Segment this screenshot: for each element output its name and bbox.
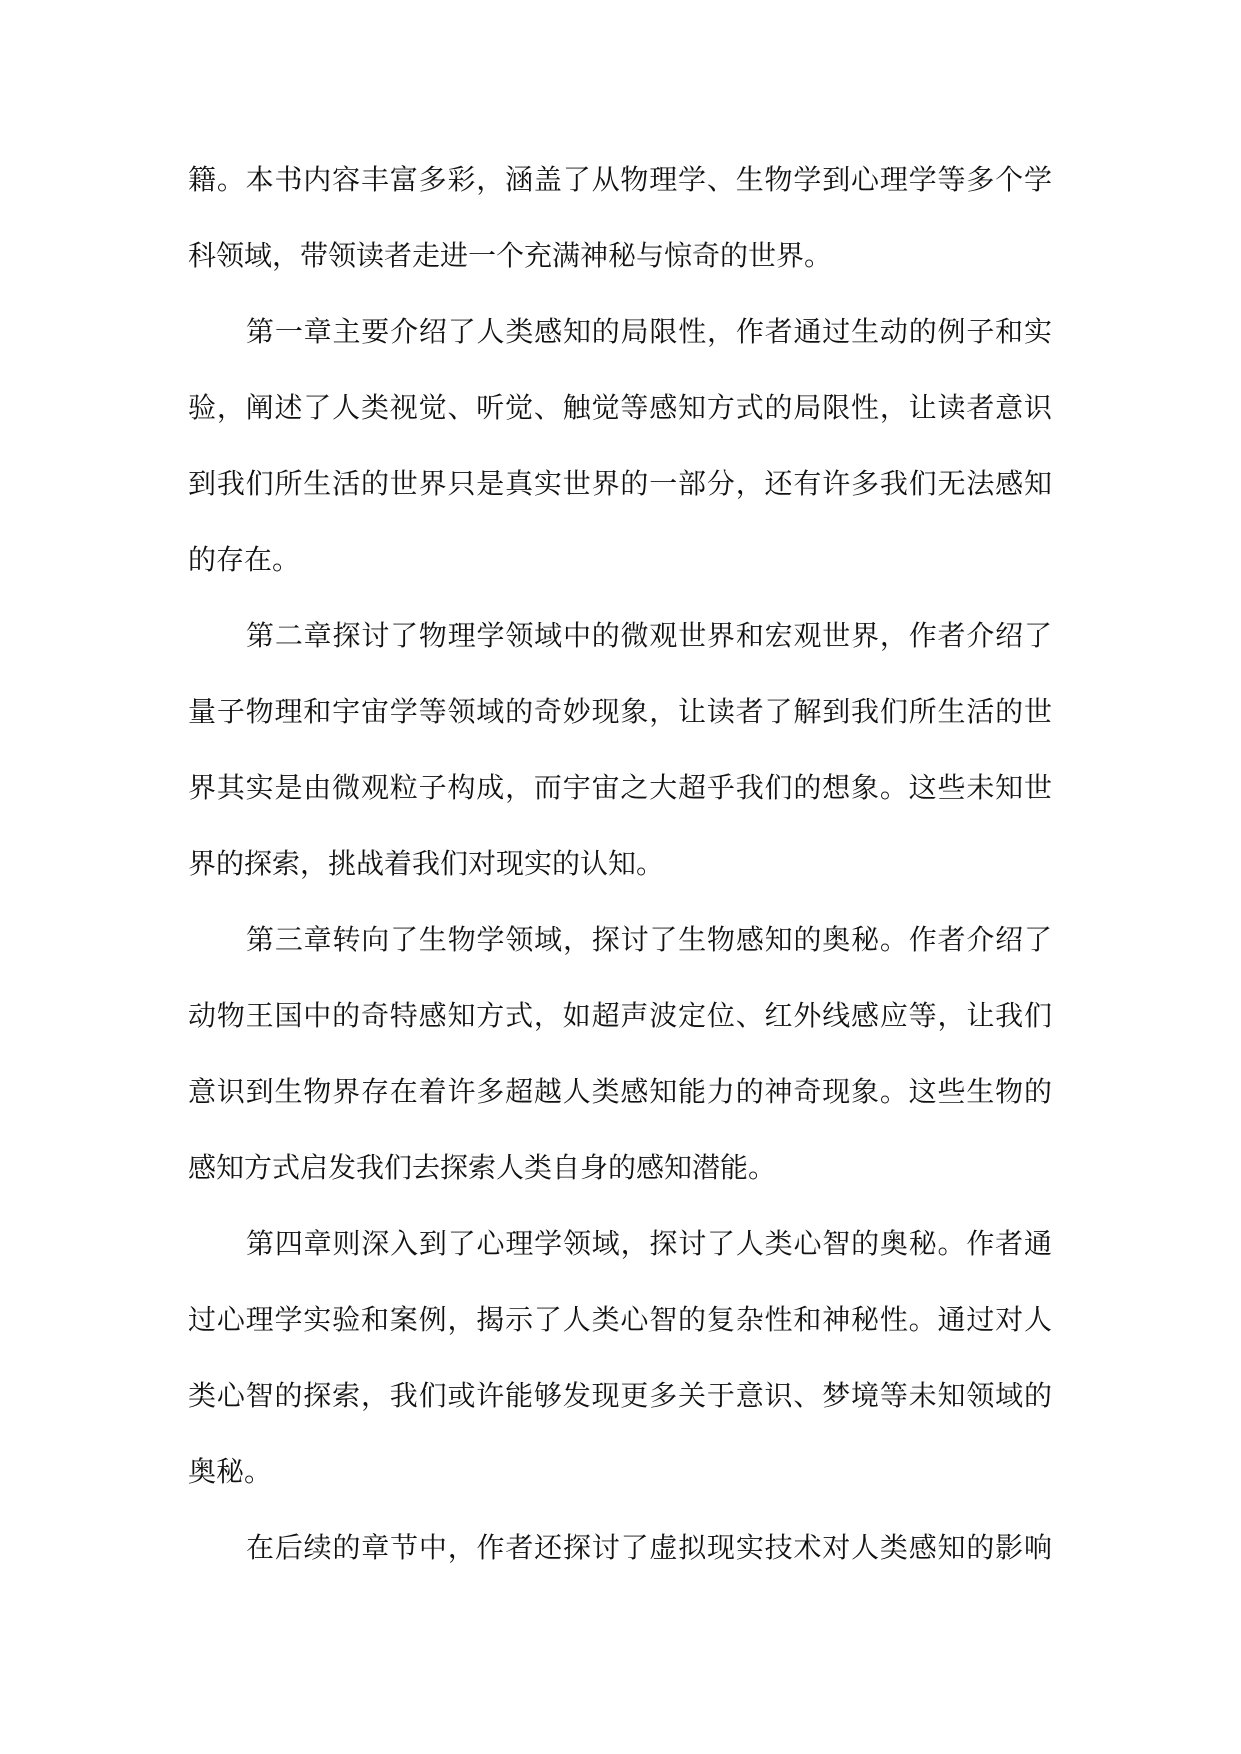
text-line: 动物王国中的奇特感知方式，如超声波定位、红外线感应等，让我们: [188, 999, 1052, 1032]
paragraph-start-line: 第三章转向了生物学领域，探讨了生物感知的奥秘。作者介绍了: [246, 923, 1052, 956]
text-line: 类心智的探索，我们或许能够发现更多关于意识、梦境等未知领域的: [188, 1379, 1052, 1412]
text-line: 科领域，带领读者走进一个充满神秘与惊奇的世界。: [188, 239, 833, 272]
text-line: 奥秘。: [188, 1455, 273, 1488]
text-line: 量子物理和宇宙学等领域的奇妙现象，让读者了解到我们所生活的世: [188, 695, 1052, 728]
text-line: 过心理学实验和案例，揭示了人类心智的复杂性和神秘性。通过对人: [188, 1303, 1052, 1336]
paragraph-start-line: 第四章则深入到了心理学领域，探讨了人类心智的奥秘。作者通: [246, 1227, 1052, 1260]
text-line: 界的探索，挑战着我们对现实的认知。: [188, 847, 665, 880]
paragraph-start-line: 第二章探讨了物理学领域中的微观世界和宏观世界，作者介绍了: [246, 619, 1052, 652]
text-line: 的存在。: [188, 543, 301, 576]
text-line: 验，阐述了人类视觉、听觉、触觉等感知方式的局限性，让读者意识: [188, 391, 1052, 424]
text-line: 界其实是由微观粒子构成，而宇宙之大超乎我们的想象。这些未知世: [188, 771, 1052, 804]
body-text: [188, 142, 1052, 1586]
text-line: 到我们所生活的世界只是真实世界的一部分，还有许多我们无法感知: [188, 467, 1052, 500]
paragraph-start-line: 在后续的章节中，作者还探讨了虚拟现实技术对人类感知的影响: [246, 1531, 1052, 1564]
paragraph-start-line: 第一章主要介绍了人类感知的局限性，作者通过生动的例子和实: [246, 315, 1052, 348]
text-line: 感知方式启发我们去探索人类自身的感知潜能。: [188, 1151, 777, 1184]
text-line: 意识到生物界存在着许多超越人类感知能力的神奇现象。这些生物的: [188, 1075, 1052, 1108]
text-line: 籍。本书内容丰富多彩，涵盖了从物理学、生物学到心理学等多个学: [188, 163, 1052, 196]
